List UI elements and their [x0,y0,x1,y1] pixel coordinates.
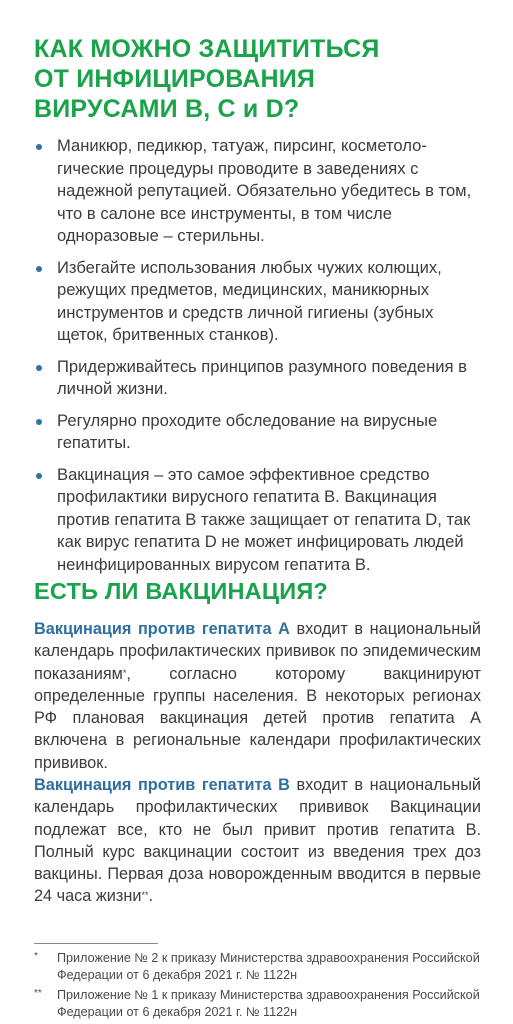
list-item-text: Избегайте использования любых чужих колющих, режущих предметов, медицинских, маникюрных инструментов и средств личной гигиены (зубных щеток, бритвенных станков). [57,257,442,344]
highlight-hepatitis-b: Вакцинация против гепатита В [34,776,290,794]
footnote-text: Приложение № 2 к приказу Министерства здравоохранения Российской Федерации от 6 декабря 2021 г. № 1122н [57,951,480,982]
paragraph-text: . [148,887,153,906]
highlight-hepatitis-a: Вакцинация против гепатита А [34,620,290,638]
paragraph-text: входит в национальный календарь профилактических прививок Вакцинации подлежат все, кто не был привит против гепатита В. Полный курс вакцинации состоит из введения трех доз вакцины. Первая доза новорожденным вводится в первые 24 часа жизни [34,776,481,906]
title-line: ВИРУСАМИ B, C и D? [34,95,300,123]
list-item [34,410,484,455]
paragraph-hepatitis-a [34,618,481,774]
list-item [34,464,484,577]
title-line: ОТ ИНФИЦИРОВАНИЯ [34,65,316,93]
bullet-dot-icon [36,144,42,150]
bullet-dot-icon [36,473,42,479]
title-line: КАК МОЖНО ЗАЩИТИТЬСЯ [34,35,380,63]
paragraph-text: входит в национальный календарь профилактических прививок по эпидемическим показаниям [34,620,481,683]
footnote-mark: * [34,951,38,962]
paragraph-text: , согласно которому вакцинируют определенные группы населения. В некоторых регионах РФ плановая вакцинация детей против гепатита А включена в региональные календари профилактических прививок. [34,664,481,772]
paragraph-hepatitis-b [34,774,481,908]
bullet-dot-icon [36,365,42,371]
list-item-text: Придерживайтесь принципов разумного поведения в личной жизни. [57,356,467,398]
bullet-dot-icon [36,266,42,272]
footnote-text: Приложение № 1 к приказу Министерства здравоохранения Российской Федерации от 6 декабря 2021 г. № 1122н [57,988,480,1019]
footnote-mark: ** [34,988,42,999]
footnote-mark: ** [141,890,149,901]
list-item-text: Маникюр, педикюр, татуаж, пирсинг, косметоло-гические процедуры проводите в заведениях с надежной репутацией. Обязательно убедитесь в том, что в салоне все инструменты, в том числе одноразовые – стерильны. [57,136,472,245]
list-item [34,257,484,347]
list-item [34,135,484,248]
footnote-divider [34,943,158,944]
section-title-protection [34,34,494,124]
footnote [34,987,484,1021]
list-item [34,356,484,401]
footnote-mark: * [122,667,127,678]
list-item-text: Вакцинация – это самое эффективное средство профилактики вирусного гепатита В. Вакцинация против гепатита В также защищает от гепатита D, так как вирус гепатита D не может инфицировать людей неинфицированных вирусом гепатита В. [57,464,471,574]
section-title-vaccination: ЕСТЬ ЛИ ВАКЦИНАЦИЯ? [34,578,328,604]
footnote [34,950,484,984]
prevention-list [34,135,484,585]
bullet-dot-icon [36,419,42,425]
list-item-text: Регулярно проходите обследование на вирусные гепатиты. [57,410,438,452]
